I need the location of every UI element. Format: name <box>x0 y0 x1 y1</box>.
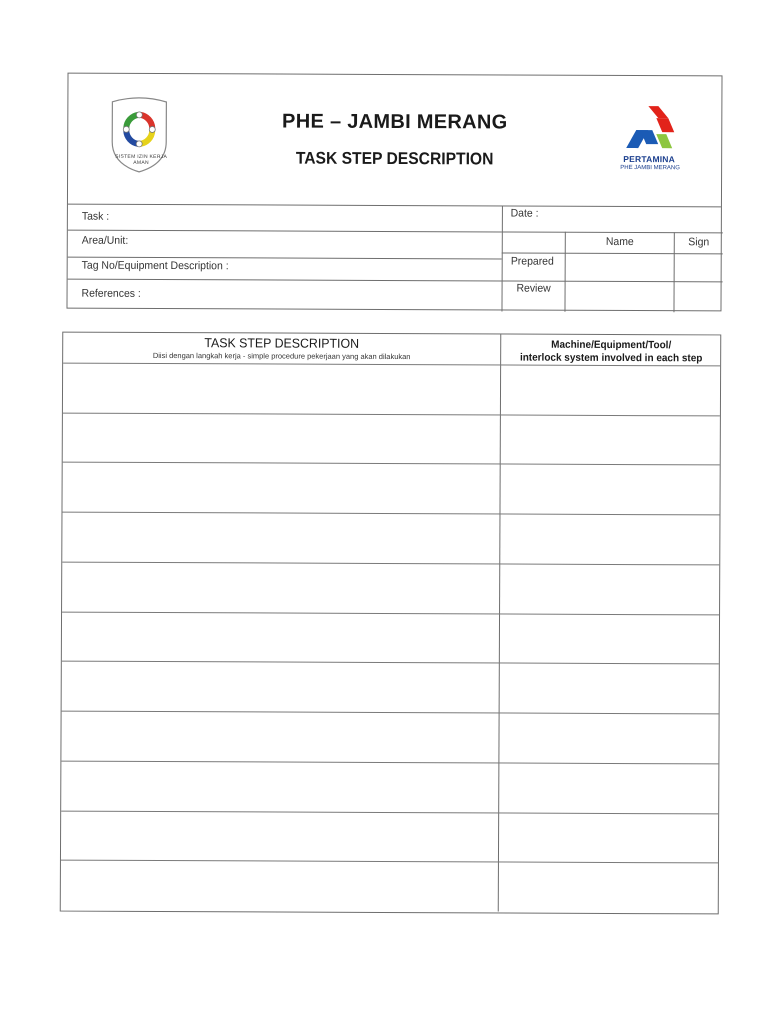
tag-label: Tag No/Equipment Description : <box>81 259 229 273</box>
task-step-title: TASK STEP DESCRIPTION <box>204 335 360 351</box>
references-label: References : <box>81 287 141 300</box>
area-label: Area/Unit: <box>81 234 129 247</box>
task-step-cell[interactable] <box>62 661 499 713</box>
task-step-cell[interactable] <box>62 462 499 514</box>
title-area <box>68 74 722 208</box>
equipment-cell[interactable] <box>499 862 717 913</box>
prepared-sign-input[interactable] <box>675 254 723 281</box>
task-step-cell[interactable] <box>61 711 498 763</box>
brand-name: PERTAMINA <box>623 153 676 165</box>
name-header: Name <box>605 235 634 249</box>
task-step-table <box>60 332 722 915</box>
task-label: Task : <box>81 210 110 223</box>
task-step-header <box>63 333 500 365</box>
date-input[interactable] <box>502 205 723 232</box>
task-field[interactable] <box>68 204 502 233</box>
task-step-cell[interactable] <box>62 611 499 663</box>
equipment-cell[interactable] <box>501 414 719 465</box>
review-sign-input[interactable] <box>674 282 722 310</box>
equipment-cell[interactable] <box>499 812 717 863</box>
equipment-cell[interactable] <box>500 464 718 515</box>
task-step-cell[interactable] <box>63 363 500 415</box>
task-step-cell[interactable] <box>61 860 498 912</box>
page-title: PHE – JAMBI MERANG <box>282 110 508 134</box>
references-field[interactable] <box>67 280 501 310</box>
date-label: Date : <box>510 207 539 220</box>
page-subtitle: TASK STEP DESCRIPTION <box>295 148 494 169</box>
seal-text: SISTEM IZIN KERJA AMAN <box>115 153 168 166</box>
equipment-cell[interactable] <box>500 613 718 664</box>
header-section <box>66 73 722 312</box>
tag-field[interactable] <box>68 252 502 282</box>
equipment-header-line1: Machine/Equipment/Tool/ <box>551 338 672 352</box>
equipment-cell[interactable] <box>499 713 717 764</box>
sign-header: Sign <box>688 236 710 249</box>
review-name-input[interactable] <box>565 282 673 310</box>
brand-subtitle: PHE JAMBI MERANG <box>620 164 680 172</box>
task-step-subtitle: Diisi dengan langkah kerja - simple procedure pekerjaan yang akan dilakukan <box>152 350 411 362</box>
equipment-cell[interactable] <box>501 364 719 415</box>
equipment-cell[interactable] <box>500 514 718 565</box>
equipment-header <box>501 334 721 365</box>
equipment-cell[interactable] <box>500 663 718 714</box>
equipment-cell[interactable] <box>499 762 717 813</box>
review-label: Review <box>516 282 551 295</box>
task-step-cell[interactable] <box>62 561 499 613</box>
task-step-cell[interactable] <box>61 810 498 862</box>
equipment-cell[interactable] <box>500 563 718 614</box>
task-step-cell[interactable] <box>61 760 498 812</box>
equipment-header-line2: interlock system involved in each step <box>519 351 703 365</box>
prepared-label: Prepared <box>510 255 554 268</box>
prepared-name-input[interactable] <box>566 254 674 281</box>
task-step-cell[interactable] <box>63 412 500 464</box>
task-step-cell[interactable] <box>62 512 499 564</box>
